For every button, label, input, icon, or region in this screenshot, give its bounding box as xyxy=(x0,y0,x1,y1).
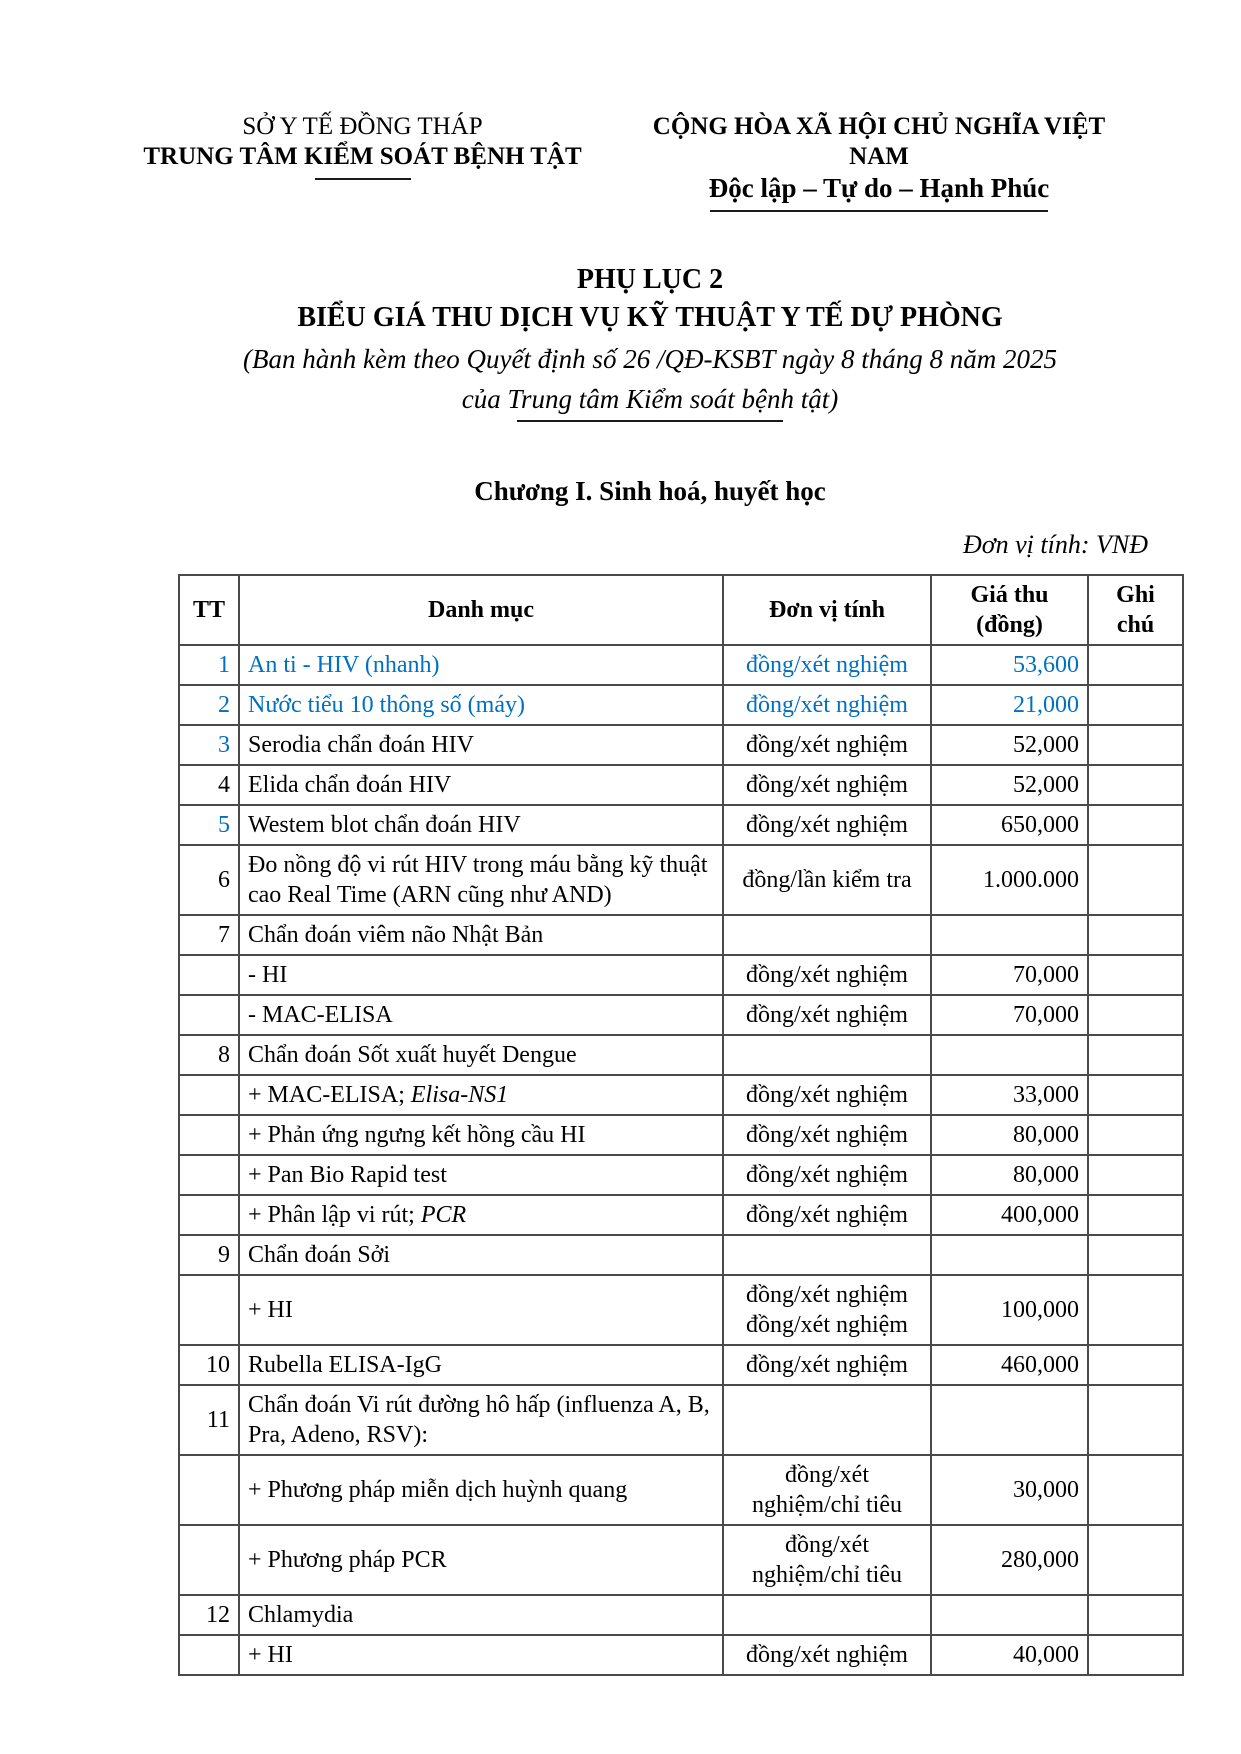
header-tt: TT xyxy=(179,575,239,645)
table-header-row xyxy=(179,575,1183,645)
cell-unit xyxy=(723,1035,931,1075)
cell-note xyxy=(1088,725,1183,765)
cell-name: Chlamydia xyxy=(239,1595,723,1635)
cell-price: 460,000 xyxy=(931,1345,1088,1385)
cell-unit: đồng/xét nghiệm/chỉ tiêu xyxy=(723,1525,931,1595)
table-row xyxy=(179,725,1183,765)
cell-price: 400,000 xyxy=(931,1195,1088,1235)
cell-price: 70,000 xyxy=(931,995,1088,1035)
cell-tt: 2 xyxy=(179,685,239,725)
table-row xyxy=(179,1035,1183,1075)
table-row xyxy=(179,915,1183,955)
cell-unit: đồng/xét nghiệm/chỉ tiêu xyxy=(723,1455,931,1525)
org-underline xyxy=(315,178,411,180)
table-row xyxy=(179,1345,1183,1385)
cell-note xyxy=(1088,1345,1183,1385)
cell-name: Serodia chẩn đoán HIV xyxy=(239,725,723,765)
table-row xyxy=(179,765,1183,805)
cell-unit xyxy=(723,1235,931,1275)
cell-price xyxy=(931,915,1088,955)
header-note: Ghi chú xyxy=(1088,575,1183,645)
cell-unit: đồng/xét nghiệm xyxy=(723,645,931,685)
header-name: Danh mục xyxy=(239,575,723,645)
cell-note xyxy=(1088,1155,1183,1195)
table-row xyxy=(179,1385,1183,1455)
cell-name: + HI xyxy=(239,1275,723,1345)
cell-unit: đồng/xét nghiệm xyxy=(723,1635,931,1675)
table-row xyxy=(179,845,1183,915)
table-row xyxy=(179,1595,1183,1635)
cell-tt xyxy=(179,1275,239,1345)
issued-note-line1: (Ban hành kèm theo Quyết định số 26 /QĐ-KSBT ngày 8 tháng 8 năm 2025 xyxy=(243,344,1057,374)
cell-name: - HI xyxy=(239,955,723,995)
cell-tt: 7 xyxy=(179,915,239,955)
cell-unit: đồng/xét nghiệm xyxy=(723,1195,931,1235)
cell-price: 650,000 xyxy=(931,805,1088,845)
cell-name: + HI xyxy=(239,1635,723,1675)
republic-block xyxy=(623,112,1135,212)
cell-name: + Phản ứng ngưng kết hồng cầu HI xyxy=(239,1115,723,1155)
cell-price xyxy=(931,1385,1088,1455)
cell-unit xyxy=(723,915,931,955)
cell-tt xyxy=(179,1075,239,1115)
cell-name: Đo nồng độ vi rút HIV trong máu bằng kỹ thuật cao Real Time (ARN cũng như AND) xyxy=(239,845,723,915)
cell-unit: đồng/xét nghiệm xyxy=(723,725,931,765)
cell-price: 70,000 xyxy=(931,955,1088,995)
cell-note xyxy=(1088,1635,1183,1675)
cell-price xyxy=(931,1235,1088,1275)
cell-tt: 9 xyxy=(179,1235,239,1275)
document-body xyxy=(130,262,1170,1676)
cell-name: Westem blot chẩn đoán HIV xyxy=(239,805,723,845)
cell-name-text: + MAC-ELISA; xyxy=(248,1082,411,1108)
title-block xyxy=(130,262,1170,508)
cell-tt: 1 xyxy=(179,645,239,685)
cell-name: - MAC-ELISA xyxy=(239,995,723,1035)
table-row xyxy=(179,1195,1183,1235)
cell-tt xyxy=(179,1155,239,1195)
cell-tt: 11 xyxy=(179,1385,239,1455)
org-name-parent: SỞ Y TẾ ĐỒNG THÁP xyxy=(242,113,483,140)
cell-note xyxy=(1088,685,1183,725)
cell-tt: 5 xyxy=(179,805,239,845)
cell-name-text: + Phân lập vi rút; xyxy=(248,1202,421,1228)
cell-tt: 6 xyxy=(179,845,239,915)
cell-note xyxy=(1088,1595,1183,1635)
cell-price: 80,000 xyxy=(931,1115,1088,1155)
cell-name-italic: PCR xyxy=(420,1202,467,1228)
appendix-title: PHỤ LỤC 2 xyxy=(576,264,724,295)
cell-price: 33,000 xyxy=(931,1075,1088,1115)
cell-note xyxy=(1088,1035,1183,1075)
cell-note xyxy=(1088,645,1183,685)
cell-unit: đồng/xét nghiệm xyxy=(723,1345,931,1385)
cell-tt xyxy=(179,995,239,1035)
cell-note xyxy=(1088,955,1183,995)
republic-underline xyxy=(710,210,1048,212)
cell-note xyxy=(1088,805,1183,845)
cell-name: Chẩn đoán Sởi xyxy=(239,1235,723,1275)
cell-price: 40,000 xyxy=(931,1635,1088,1675)
cell-note xyxy=(1088,1235,1183,1275)
cell-tt xyxy=(179,1195,239,1235)
cell-unit: đồng/xét nghiệm xyxy=(723,1075,931,1115)
cell-note xyxy=(1088,915,1183,955)
cell-note xyxy=(1088,1455,1183,1525)
cell-unit: đồng/xét nghiệm xyxy=(723,765,931,805)
cell-tt xyxy=(179,1635,239,1675)
cell-name-italic: Elisa-NS1 xyxy=(410,1082,509,1108)
header-unit: Đơn vị tính xyxy=(723,575,931,645)
cell-tt: 8 xyxy=(179,1035,239,1075)
cell-unit: đồng/lần kiểm tra xyxy=(723,845,931,915)
table-row xyxy=(179,1635,1183,1675)
cell-name: Chẩn đoán viêm não Nhật Bản xyxy=(239,915,723,955)
issued-underline xyxy=(517,420,783,422)
table-row xyxy=(179,805,1183,845)
cell-name: + Phương pháp miễn dịch huỳnh quang xyxy=(239,1455,723,1525)
cell-price xyxy=(931,1595,1088,1635)
cell-unit-line1: đồng/xét nghiệm xyxy=(746,1282,908,1308)
chapter-title: Chương I. Sinh hoá, huyết học xyxy=(474,476,826,506)
table-row xyxy=(179,1455,1183,1525)
table-row xyxy=(179,1235,1183,1275)
cell-name: Chẩn đoán Vi rút đường hô hấp (influenza A, B, Pra, Adeno, RSV): xyxy=(239,1385,723,1455)
cell-name: + Pan Bio Rapid test xyxy=(239,1155,723,1195)
cell-name xyxy=(239,1075,723,1115)
cell-name: An ti - HIV (nhanh) xyxy=(239,645,723,685)
table-row xyxy=(179,1275,1183,1345)
currency-unit-note: Đơn vị tính: VNĐ xyxy=(962,530,1148,559)
cell-name: Chẩn đoán Sốt xuất huyết Dengue xyxy=(239,1035,723,1075)
cell-price: 21,000 xyxy=(931,685,1088,725)
republic-motto-line1: CỘNG HÒA XÃ HỘI CHỦ NGHĨA VIỆT NAM xyxy=(652,113,1106,170)
cell-unit xyxy=(723,1595,931,1635)
page-title: BIỂU GIÁ THU DỊCH VỤ KỸ THUẬT Y TẾ DỰ PHÒNG xyxy=(297,302,1003,333)
cell-note xyxy=(1088,1525,1183,1595)
cell-price: 1.000.000 xyxy=(931,845,1088,915)
cell-tt xyxy=(179,1455,239,1525)
table-row xyxy=(179,995,1183,1035)
table-row xyxy=(179,685,1183,725)
cell-price: 80,000 xyxy=(931,1155,1088,1195)
cell-name: Elida chẩn đoán HIV xyxy=(239,765,723,805)
cell-note xyxy=(1088,845,1183,915)
table-row xyxy=(179,1525,1183,1595)
cell-price: 280,000 xyxy=(931,1525,1088,1595)
cell-unit: đồng/xét nghiệm xyxy=(723,1115,931,1155)
table-row xyxy=(179,1115,1183,1155)
table-row xyxy=(179,645,1183,685)
cell-price: 30,000 xyxy=(931,1455,1088,1525)
cell-note xyxy=(1088,1075,1183,1115)
cell-tt: 12 xyxy=(179,1595,239,1635)
cell-tt: 3 xyxy=(179,725,239,765)
cell-unit: đồng/xét nghiệm xyxy=(723,805,931,845)
cell-unit: đồng/xét nghiệm xyxy=(723,685,931,725)
table-row xyxy=(179,1075,1183,1115)
cell-unit: đồng/xét nghiệm xyxy=(723,1155,931,1195)
cell-name: + Phương pháp PCR xyxy=(239,1525,723,1595)
cell-unit xyxy=(723,1275,931,1345)
org-block xyxy=(140,112,585,212)
price-table xyxy=(178,574,1184,1676)
header-price: Giá thu (đồng) xyxy=(931,575,1088,645)
issued-note-line2: của Trung tâm Kiểm soát bệnh tật) xyxy=(461,384,839,414)
cell-unit: đồng/xét nghiệm xyxy=(723,955,931,995)
republic-motto-line2: Độc lập – Tự do – Hạnh Phúc xyxy=(708,173,1050,203)
cell-note xyxy=(1088,765,1183,805)
table-row xyxy=(179,955,1183,995)
cell-name: Nước tiểu 10 thông số (máy) xyxy=(239,685,723,725)
cell-tt xyxy=(179,955,239,995)
cell-tt: 4 xyxy=(179,765,239,805)
cell-name xyxy=(239,1195,723,1235)
cell-tt xyxy=(179,1115,239,1155)
cell-price xyxy=(931,1035,1088,1075)
cell-note xyxy=(1088,1115,1183,1155)
cell-note xyxy=(1088,995,1183,1035)
cell-price: 52,000 xyxy=(931,725,1088,765)
header-gap xyxy=(585,112,623,212)
cell-unit-line2: đồng/xét nghiệm xyxy=(746,1312,908,1338)
cell-unit xyxy=(723,1385,931,1455)
cell-price: 100,000 xyxy=(931,1275,1088,1345)
cell-unit: đồng/xét nghiệm xyxy=(723,995,931,1035)
cell-note xyxy=(1088,1275,1183,1345)
document-header xyxy=(0,0,1241,212)
org-name: TRUNG TÂM KIỂM SOÁT BỆNH TẬT xyxy=(143,143,582,170)
cell-note xyxy=(1088,1195,1183,1235)
cell-price: 52,000 xyxy=(931,765,1088,805)
cell-price: 53,600 xyxy=(931,645,1088,685)
cell-name: Rubella ELISA-IgG xyxy=(239,1345,723,1385)
cell-note xyxy=(1088,1385,1183,1455)
cell-tt xyxy=(179,1525,239,1595)
table-row xyxy=(179,1155,1183,1195)
cell-tt: 10 xyxy=(179,1345,239,1385)
